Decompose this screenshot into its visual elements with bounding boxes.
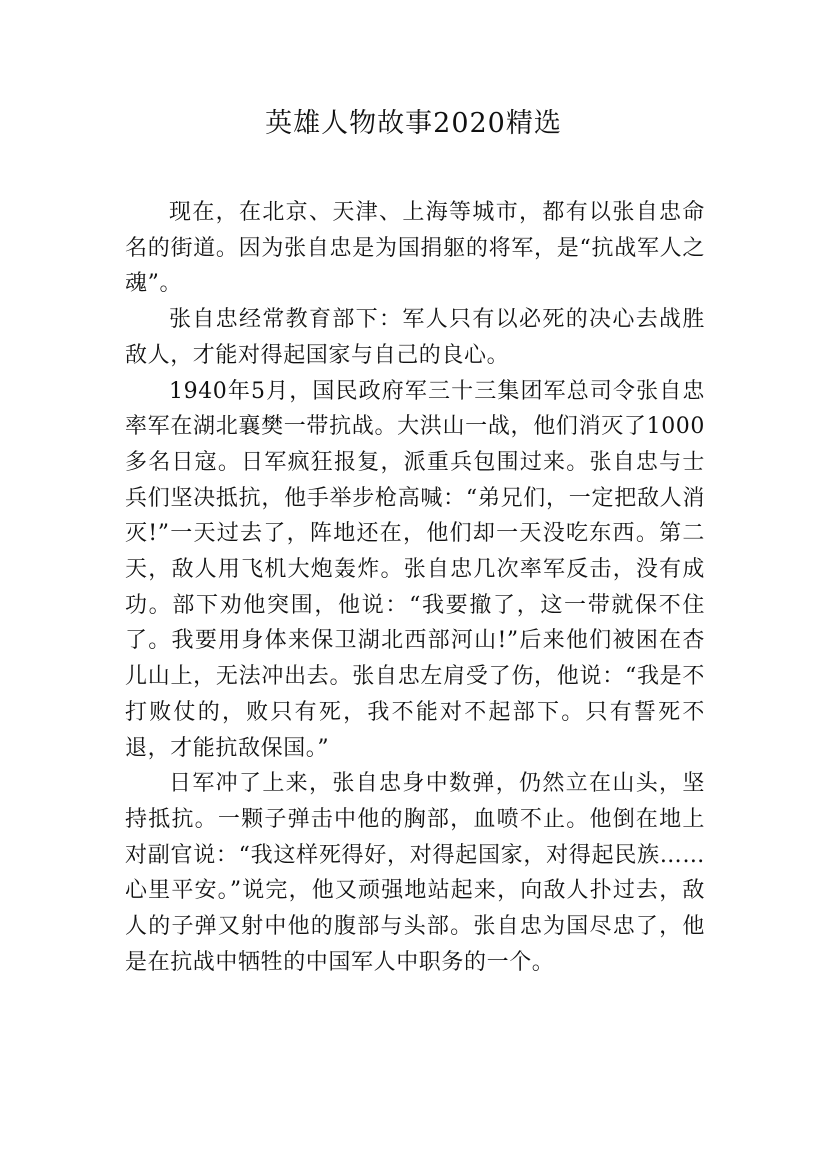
article-body — [125, 195, 705, 980]
paragraph: 日军冲了上来，张自忠身中数弹，仍然立在山头，坚持抵抗。一颗子弹击中他的胸部，血喷不止。他倒在地上对副官说：“我这样死得好，对得起国家，对得起民族……心里平安。”说完，他又顽强地站起来，向敌人扑过去，敌人的子弹又射中他的腹部与头部。张自忠为国尽忠了，他是在抗战中牺牲的中国军人中职务的一个。 — [125, 771, 705, 975]
paragraph: 张自忠经常教育部下：军人只有以必死的决心去战胜敌人，才能对得起国家与自己的良心。 — [125, 307, 705, 368]
page-title: 英雄人物故事2020精选 — [265, 108, 562, 139]
paragraph: 现在，在北京、天津、上海等城市，都有以张自忠命名的街道。因为张自忠是为国捐躯的将军，是“抗战军人之魂”。 — [125, 200, 705, 297]
paragraph: 1940年5月，国民政府军三十三集团军总司令张自忠率军在湖北襄樊一带抗战。大洪山一战，他们消灭了1000多名日寇。日军疯狂报复，派重兵包围过来。张自忠与士兵们坚决抵抗，他手举步枪高喊：“弟兄们，一定把敌人消灭!”一天过去了，阵地还在，他们却一天没吃东西。第二天，敌人用飞机大炮轰炸。张自忠几次率军反击，没有成功。部下劝他突围，他说：“我要撤了，这一带就保不住了。我要用身体来保卫湖北西部河山!”后来他们被困在杏儿山上，无法冲出去。张自忠左肩受了伤，他说：“我是不打败仗的，败只有死，我不能对不起部下。只有誓死不退，才能抗敌保国。” — [125, 378, 705, 761]
